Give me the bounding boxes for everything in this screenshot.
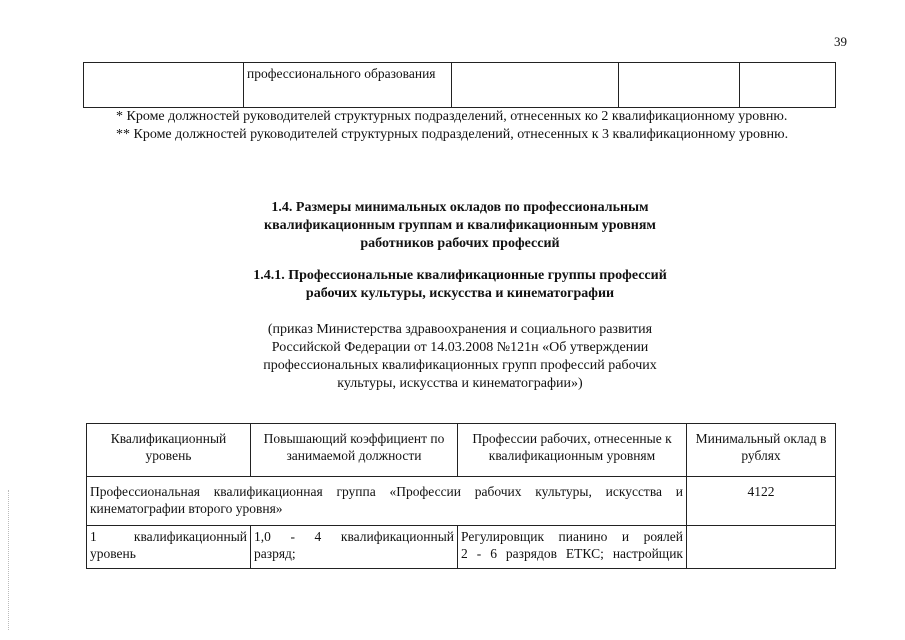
header-professions: Профессии рабочих, отнесенные к квалификационным уровням xyxy=(458,424,687,477)
order-reference-line: (приказ Министерства здравоохранения и социального развития xyxy=(267,322,653,337)
header-minimum-salary: Минимальный оклад в рублях xyxy=(687,424,836,477)
row1-coefficient-line: разряд; xyxy=(254,546,296,561)
subsection-heading xyxy=(180,267,740,303)
row1-salary xyxy=(687,526,836,569)
top-table-cell-3 xyxy=(452,63,619,108)
row1-professions-line: Регулировщик пианино и роялей xyxy=(461,529,683,544)
order-reference xyxy=(180,321,740,393)
footnote-2: ** Кроме должностей руководителей структурных подразделений, отнесенных к 3 квалификационному уровню. xyxy=(116,127,789,142)
salary-table xyxy=(86,423,836,569)
row1-level-line: 1 квалификационный xyxy=(90,529,247,544)
scan-edge-marks xyxy=(8,490,10,630)
group-label: Профессиональная квалификационная группа «Профессии рабочих культуры, искусства и кинематографии второго уровня» xyxy=(87,477,687,526)
order-reference-line: культуры, искусства и кинематографии») xyxy=(337,376,583,391)
order-reference-line: Российской Федерации от 14.03.2008 №121н «Об утверждении xyxy=(271,340,649,355)
top-table-cell-4 xyxy=(619,63,740,108)
top-table-cell-1 xyxy=(84,63,244,108)
subsection-heading-line: 1.4.1. Профессиональные квалификационные группы профессий xyxy=(253,268,667,283)
section-heading xyxy=(180,199,740,253)
page-number: 39 xyxy=(834,34,847,49)
section-heading-line: работников рабочих профессий xyxy=(360,236,560,251)
section-heading-line: 1.4. Размеры минимальных окладов по профессиональным xyxy=(271,200,649,215)
subsection-heading-line: рабочих культуры, искусства и кинематографии xyxy=(305,286,615,301)
footnote-1: * Кроме должностей руководителей структурных подразделений, отнесенных ко 2 квалификационному уровню. xyxy=(116,109,788,124)
row1-level xyxy=(87,526,251,569)
top-table-cell-2: профессионального образования xyxy=(244,63,452,108)
previous-table-fragment xyxy=(83,62,836,108)
table-row xyxy=(87,526,836,569)
header-coefficient: Повышающий коэффициент по занимаемой должности xyxy=(251,424,458,477)
table-header-row xyxy=(87,424,836,477)
row1-coefficient xyxy=(251,526,458,569)
section-heading-line: квалификационным группам и квалификационным уровням xyxy=(264,218,656,233)
row1-level-line: уровень xyxy=(90,546,136,561)
header-qualification-level: Квалификационный уровень xyxy=(87,424,251,477)
group-salary: 4122 xyxy=(687,477,836,526)
row1-coefficient-line: 1,0 - 4 квалификационный xyxy=(254,529,454,544)
order-reference-line: профессиональных квалификационных групп профессий рабочих xyxy=(263,358,657,373)
row1-professions-line: 2 - 6 разрядов ЕТКС; настройщик xyxy=(461,546,683,561)
row1-professions xyxy=(458,526,687,569)
top-table-cell-5 xyxy=(740,63,836,108)
table-row xyxy=(87,477,836,526)
